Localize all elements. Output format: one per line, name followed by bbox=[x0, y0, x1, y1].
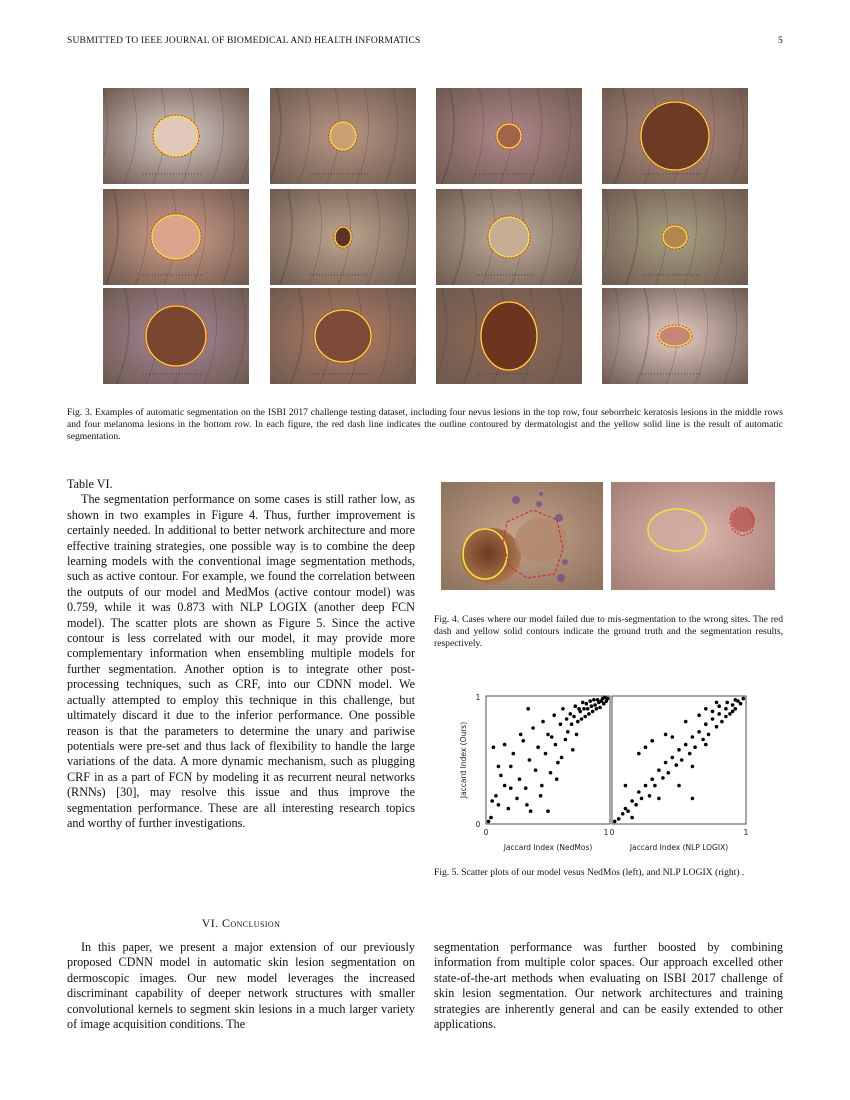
scatter-point bbox=[570, 722, 574, 726]
scatter-point bbox=[574, 704, 578, 708]
scatter-point bbox=[634, 803, 638, 807]
fig3-image-2-1 bbox=[103, 189, 249, 285]
scatter-point bbox=[711, 717, 715, 721]
scatter-point bbox=[691, 735, 695, 739]
scatter-point bbox=[497, 803, 501, 807]
scatter-point bbox=[701, 738, 705, 742]
scatter-point bbox=[675, 763, 679, 767]
scatter-point bbox=[585, 702, 589, 706]
scatter-point bbox=[575, 733, 579, 737]
scatter-point bbox=[691, 797, 695, 801]
conclusion-right-paragraph: segmentation performance was further boosted by combining information from multiple color spaces. Our approach excelled other state-of-the-art methods when evaluating on ISBI 2017 challenge of skin lesion segmentation. Our network architectures and training strategies are inherently general and can be easily extended to other applications. bbox=[434, 940, 783, 1032]
fig3-image-3-2 bbox=[270, 288, 416, 384]
scatter-point bbox=[621, 812, 625, 816]
y-tick-label: 0 bbox=[475, 820, 481, 829]
scatter-point bbox=[572, 715, 576, 719]
scatter-point bbox=[671, 756, 675, 760]
x-axis-label: Jaccard Index (NedMos) bbox=[503, 843, 593, 852]
fig3-image-2-2 bbox=[270, 189, 416, 285]
scatter-point bbox=[644, 784, 648, 788]
scatter-point bbox=[739, 702, 743, 706]
scatter-point bbox=[711, 710, 715, 714]
scatter-point bbox=[487, 820, 491, 824]
x-tick-label: 0 bbox=[609, 828, 615, 837]
scatter-point bbox=[671, 735, 675, 739]
section-title: Conclusion bbox=[222, 916, 281, 930]
scatter-point bbox=[541, 720, 545, 724]
fig3-image-3-1 bbox=[103, 288, 249, 384]
fig3-caption: Fig. 3. Examples of automatic segmentation on the ISBI 2017 challenge testing dataset, including four nevus lesions in the top row, four seborrheic keratosis lesions in the middle rows and four melanoma lesions in the bottom row. In each figure, the red dash line indicates the outline contoured by dermatologist and the yellow solid line is the result of automatic segmentation. bbox=[67, 407, 783, 443]
scatter-point bbox=[509, 765, 513, 769]
fig4-image-right bbox=[611, 482, 775, 590]
scatter-point bbox=[564, 738, 568, 742]
scatter-point bbox=[580, 717, 584, 721]
scatter-point bbox=[717, 712, 721, 716]
paragraph-table-ref: Table VI. bbox=[67, 477, 113, 491]
scatter-point bbox=[661, 776, 665, 780]
scatter-point bbox=[677, 784, 681, 788]
fig3-image-2-3 bbox=[436, 189, 582, 285]
scatter-point bbox=[640, 797, 644, 801]
scatter-point bbox=[653, 784, 657, 788]
y-axis-label: Jaccard Index (Ours) bbox=[459, 721, 468, 799]
scatter-point bbox=[546, 809, 550, 813]
x-tick-label: 0 bbox=[483, 828, 489, 837]
scatter-point bbox=[637, 752, 641, 756]
scatter-point bbox=[648, 794, 652, 798]
left-column-text bbox=[67, 477, 415, 831]
scatter-point bbox=[529, 809, 533, 813]
scatter-point bbox=[677, 748, 681, 752]
scatter-point bbox=[606, 697, 610, 701]
scatter-point bbox=[724, 707, 728, 711]
scatter-point bbox=[691, 765, 695, 769]
scatter-point bbox=[555, 777, 559, 781]
scatter-point bbox=[624, 784, 628, 788]
fig3-image-3-3 bbox=[436, 288, 582, 384]
scatter-point bbox=[650, 777, 654, 781]
scatter-point bbox=[591, 710, 595, 714]
scatter-point bbox=[539, 794, 543, 798]
scatter-point bbox=[593, 703, 597, 707]
scatter-point bbox=[526, 707, 530, 711]
scatter-point bbox=[731, 710, 735, 714]
scatter-point bbox=[576, 720, 580, 724]
scatter-point bbox=[560, 756, 564, 760]
page-number: 5 bbox=[778, 36, 783, 46]
scatter-point bbox=[492, 745, 496, 749]
scatter-point bbox=[624, 807, 628, 811]
scatter-point bbox=[544, 752, 548, 756]
scatter-point bbox=[588, 699, 592, 703]
scatter-point bbox=[559, 722, 563, 726]
scatter-point bbox=[565, 717, 569, 721]
scatter-point bbox=[697, 730, 701, 734]
scatter-point bbox=[524, 786, 528, 790]
scatter-point bbox=[556, 761, 560, 765]
fig3-image-1-1 bbox=[103, 88, 249, 184]
x-tick-label: 1 bbox=[743, 828, 749, 837]
scatter-point bbox=[534, 768, 538, 772]
scatter-point bbox=[602, 702, 606, 706]
scatter-point bbox=[581, 701, 585, 705]
scatter-point bbox=[512, 752, 516, 756]
scatter-point bbox=[503, 784, 507, 788]
scatter-point bbox=[525, 803, 529, 807]
fig3-image-1-3 bbox=[436, 88, 582, 184]
scatter-point bbox=[577, 707, 581, 711]
scatter-point bbox=[507, 807, 511, 811]
fig3-image-3-4 bbox=[602, 288, 748, 384]
scatter-point bbox=[497, 765, 501, 769]
scatter-point bbox=[536, 745, 540, 749]
scatter-point bbox=[595, 707, 599, 711]
running-header bbox=[67, 36, 783, 46]
scatter-point bbox=[637, 790, 641, 794]
scatter-point bbox=[630, 816, 634, 820]
fig5-scatter-plots bbox=[440, 688, 760, 860]
section-heading-conclusion bbox=[67, 916, 415, 931]
scatter-point bbox=[518, 777, 522, 781]
scatter-point bbox=[720, 720, 724, 724]
y-tick-label: 1 bbox=[475, 693, 481, 702]
scatter-point bbox=[509, 786, 513, 790]
scatter-point bbox=[592, 698, 596, 702]
scatter-point bbox=[630, 799, 634, 803]
scatter-point bbox=[650, 739, 654, 743]
scatter-point bbox=[590, 704, 594, 708]
scatter-point bbox=[734, 698, 738, 702]
fig4-image-left bbox=[441, 482, 603, 590]
scatter-point bbox=[728, 712, 732, 716]
fig5-caption: Fig. 5. Scatter plots of our model vesus NedMos (left), and NLP LOGIX (right) . bbox=[434, 867, 745, 878]
scatter-point bbox=[561, 707, 565, 711]
scatter-point bbox=[617, 817, 621, 821]
scatter-point bbox=[613, 820, 617, 824]
scatter-point bbox=[598, 706, 602, 710]
scatter-point bbox=[489, 816, 493, 820]
scatter-point bbox=[600, 699, 604, 703]
scatter-point bbox=[582, 707, 586, 711]
scatter-point bbox=[707, 733, 711, 737]
scatter-point bbox=[657, 768, 661, 772]
fig3-image-1-2 bbox=[270, 88, 416, 184]
scatter-point bbox=[725, 701, 729, 705]
scatter-point bbox=[528, 758, 532, 762]
scatter-point bbox=[684, 743, 688, 747]
scatter-point bbox=[724, 715, 728, 719]
section-numeral: VI. bbox=[201, 916, 219, 930]
scatter-point bbox=[667, 771, 671, 775]
scatter-point bbox=[540, 784, 544, 788]
scatter-point bbox=[734, 707, 738, 711]
scatter-point bbox=[704, 743, 708, 747]
scatter-point bbox=[717, 704, 721, 708]
scatter-point bbox=[586, 707, 590, 711]
scatter-point bbox=[715, 725, 719, 729]
scatter-point bbox=[519, 733, 523, 737]
scatter-point bbox=[583, 715, 587, 719]
fig3-image-1-4 bbox=[602, 88, 748, 184]
scatter-point bbox=[693, 745, 697, 749]
plot-frame-1 bbox=[486, 696, 610, 824]
scatter-point bbox=[503, 743, 507, 747]
scatter-point bbox=[697, 713, 701, 717]
fig3-image-2-4 bbox=[602, 189, 748, 285]
scatter-point bbox=[521, 739, 525, 743]
scatter-point bbox=[546, 733, 550, 737]
scatter-point bbox=[704, 722, 708, 726]
x-axis-label: Jaccard Index (NLP LOGIX) bbox=[629, 843, 729, 852]
fig4-caption: Fig. 4. Cases where our model failed due to mis-segmentation to the wrong sites. The red dash and yellow solid contours indicate the ground truth and the segmentation results, respectively. bbox=[434, 614, 783, 650]
scatter-point bbox=[550, 735, 554, 739]
scatter-point bbox=[664, 733, 668, 737]
scatter-point bbox=[549, 771, 553, 775]
scatter-point bbox=[731, 703, 735, 707]
x-tick-label: 1 bbox=[603, 828, 609, 837]
scatter-point bbox=[531, 726, 535, 730]
scatter-point bbox=[571, 748, 575, 752]
scatter-point bbox=[587, 712, 591, 716]
scatter-point bbox=[494, 794, 498, 798]
paragraph-discussion: The segmentation performance on some cases is still rather low, as shown in two examples in Figure 4. Thus, further improvement is certainly needed. In additional to better network architecture and more effective training strategies, one possible way is to combine the deep learning models with the conventional image segmentation methods, such as active contour. For example, we found the correlation between the outputs of our model and MedMos (active contour model) was 0.759, while it was 0.873 with NLP LOGIX (another deep FCN model). The scatter plots are shown as Figure 5. Since the active contour is less correlated with our model, it may provide more complementary information when ensembling multiple models for further segmentation. Another option is to integrate other post-processing techniques, such as CRF, into our CDNN model. We actually attempted to employ this technique in this challenge, but ultimately discard it due to the inferior performance. One possible reason is that the parameters to determine the unary and pariwise potentials were pre-set and thus lack of flexibility to handle the large variations of the data. A more dynamic mechanism, such as plugging CRF in as a part of FCN by modeling it as recurrent neural networks (RNNs) [30], may resolve this issue and thus improve the segmentation performance. These are all interesting research topics and worthy of further investigations. bbox=[67, 492, 415, 830]
scatter-point bbox=[664, 761, 668, 765]
scatter-point bbox=[499, 774, 503, 778]
scatter-point bbox=[490, 799, 494, 803]
scatter-point bbox=[684, 720, 688, 724]
journal-title: SUBMITTED TO IEEE JOURNAL OF BIOMEDICAL AND HEALTH INFORMATICS bbox=[67, 36, 421, 46]
scatter-point bbox=[680, 758, 684, 762]
scatter-point bbox=[742, 697, 746, 701]
scatter-point bbox=[644, 745, 648, 749]
scatter-point bbox=[554, 743, 558, 747]
scatter-point bbox=[515, 797, 519, 801]
scatter-point bbox=[569, 712, 573, 716]
scatter-point bbox=[715, 701, 719, 705]
scatter-point bbox=[552, 713, 556, 717]
fig3-image-grid bbox=[103, 88, 750, 385]
scatter-point bbox=[704, 707, 708, 711]
scatter-point bbox=[657, 797, 661, 801]
conclusion-left-paragraph: In this paper, we present a major extension of our previously proposed CDNN model in automatic skin lesion segmentation on dermoscopic images. Our new model leverages the increased discriminant capability of deeper network structures with smaller convolutional kernels to segment skin lesions in a much larger variety of image acquisition conditions. The bbox=[67, 940, 415, 1032]
scatter-point bbox=[566, 730, 570, 734]
scatter-point bbox=[688, 752, 692, 756]
scatter-point bbox=[626, 809, 630, 813]
